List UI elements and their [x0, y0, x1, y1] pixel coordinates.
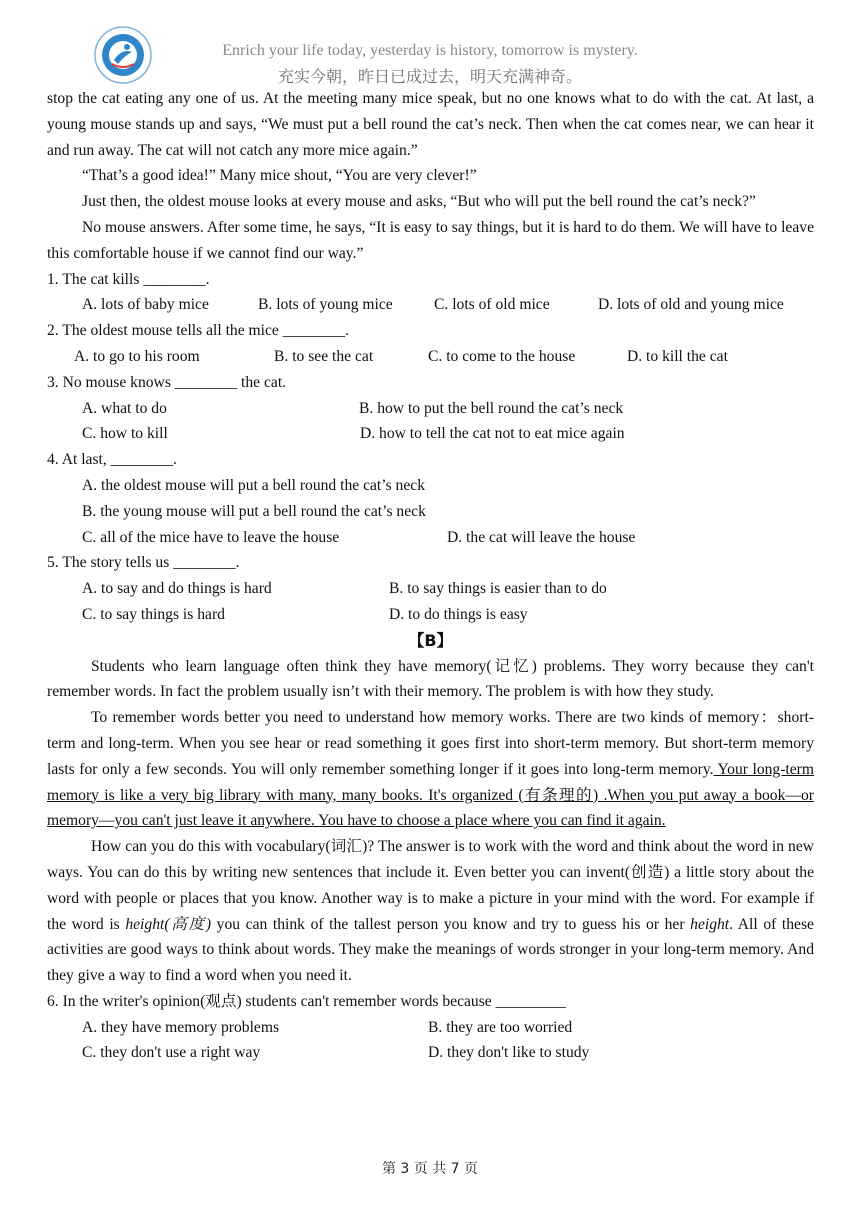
- question-6-stem: 6. In the writer's opinion(观点) students can't remember words because _________: [47, 992, 566, 1010]
- question-5-stem: 5. The story tells us ________.: [47, 554, 240, 572]
- option: C. all of the mice have to leave the house: [82, 528, 340, 546]
- page-header: [0, 0, 860, 90]
- option: D. they don't like to study: [428, 1044, 590, 1062]
- option: C. they don't use a right way: [82, 1044, 261, 1062]
- option: C. to come to the house: [428, 347, 576, 365]
- option: A. to say and do things is hard: [82, 580, 272, 598]
- question-2-stem: 2. The oldest mouse tells all the mice ________.: [47, 322, 350, 340]
- question-6-options-cd: [47, 1040, 814, 1066]
- passage-a-paragraph-4: No mouse answers. After some time, he says, “It is easy to say things, but it is hard to do them. We will have to leave this comfortable house if we cannot find our way.”: [47, 218, 814, 262]
- option: C. to say things is hard: [82, 605, 225, 623]
- option: B. to say things is easier than to do: [389, 580, 607, 598]
- question-5-options-cd: [47, 602, 814, 628]
- italic-term: height: [690, 915, 730, 933]
- option: C. how to kill: [82, 425, 168, 443]
- question-1-stem: 1. The cat kills ________.: [47, 270, 210, 288]
- question-5-options-ab: [47, 576, 814, 602]
- question-6-options-ab: [47, 1015, 814, 1041]
- question-4-options-cd: [47, 525, 814, 551]
- paragraph-text: you can think of the tallest person you know and try to guess his or her: [211, 915, 691, 933]
- page-content: [47, 86, 814, 1066]
- option: A. what to do: [82, 399, 167, 417]
- question-3-options-ab: [47, 396, 814, 422]
- section-b-heading: 【B】: [408, 630, 453, 650]
- paragraph-text: To remember words better you need to understand how memory works. There are two kinds of memory：short-term and long-term. When you see hear or read something it goes first into short-term memory. But short-term memory lasts for only a few seconds. You will only remember something longer if it goes into long-term memory.: [47, 709, 814, 778]
- option: A. the oldest mouse will put a bell round the cat’s neck: [82, 476, 425, 494]
- option: B. to see the cat: [274, 347, 374, 365]
- option: C. lots of old mice: [434, 296, 550, 314]
- option: B. how to put the bell round the cat’s neck: [359, 399, 624, 417]
- option: B. the young mouse will put a bell round the cat’s neck: [82, 502, 426, 520]
- motto-chinese: 充实今朝，昨日已成过去，明天充满神奇。: [277, 67, 582, 86]
- option: B. lots of young mice: [258, 296, 393, 314]
- passage-b-paragraph-1: Students who learn language often think they have memory(记忆) problems. They worry because they can't remember words. In fact the problem usually isn’t with their memory. The problem is with how they study.: [47, 657, 814, 701]
- paragraph-text: . All of these activities are good ways to think about words. They make the meanings of words stronger in your long-term memory. And they give a way to find a word when you need it.: [47, 915, 814, 985]
- option: D. how to tell the cat not to eat mice again: [360, 425, 625, 443]
- option: D. to do things is easy: [389, 605, 528, 623]
- passage-b-paragraph-3: [47, 834, 814, 989]
- question-3-options-cd: [47, 421, 814, 447]
- option: A. to go to his room: [74, 347, 200, 365]
- option: A. they have memory problems: [82, 1018, 280, 1036]
- passage-a-paragraph-2: “That’s a good idea!” Many mice shout, “You are very clever!”: [82, 167, 477, 185]
- italic-term: height(高度): [125, 915, 212, 933]
- passage-a-paragraph-1: stop the cat eating any one of us. At the meeting many mice speak, but no one knows what to do with the cat. At last, a young mouse stands up and says, “We must put a bell round the cat’s neck. Then when the cat comes near, we can hear it and run away. The cat will not catch any more mice again.”: [47, 90, 814, 159]
- passage-b-paragraph-2: [47, 705, 814, 834]
- question-4-stem: 4. At last, ________.: [47, 451, 177, 469]
- question-3-stem: 3. No mouse knows ________ the cat.: [47, 373, 287, 391]
- option: D. to kill the cat: [627, 347, 728, 365]
- option: B. they are too worried: [428, 1018, 573, 1036]
- question-4-option-b: [47, 499, 814, 525]
- page-number: 第 3 页 共 7 页: [381, 1161, 479, 1177]
- option: A. lots of baby mice: [82, 296, 209, 314]
- option: D. the cat will leave the house: [447, 528, 636, 546]
- underlined-text: Your long-term memory is like a very big library with many, many books. It's organized (有条理的) .When you put away a book—or memory—you can't just leave it anywhere. You have to choose a place where you can find it again.: [47, 760, 814, 830]
- question-2-options: [47, 344, 814, 370]
- option: D. lots of old and young mice: [598, 296, 784, 314]
- question-4-option-a: [47, 473, 814, 499]
- passage-a-paragraph-3: Just then, the oldest mouse looks at every mouse and asks, “But who will put the bell round the cat’s neck?”: [82, 193, 756, 211]
- question-1-options: [47, 292, 814, 318]
- paragraph-text: How can you do this with vocabulary(词汇)? The answer is to work with the word and think about the word in new ways. You can do this by writing new sentences that include it. Even better you can invent(创造) a little story about the word with people or places that you know. Another way is to make a picture in your mind with the word. For example if the word is: [47, 838, 814, 933]
- motto-english: Enrich your life today, yesterday is history, tomorrow is mystery.: [222, 42, 638, 59]
